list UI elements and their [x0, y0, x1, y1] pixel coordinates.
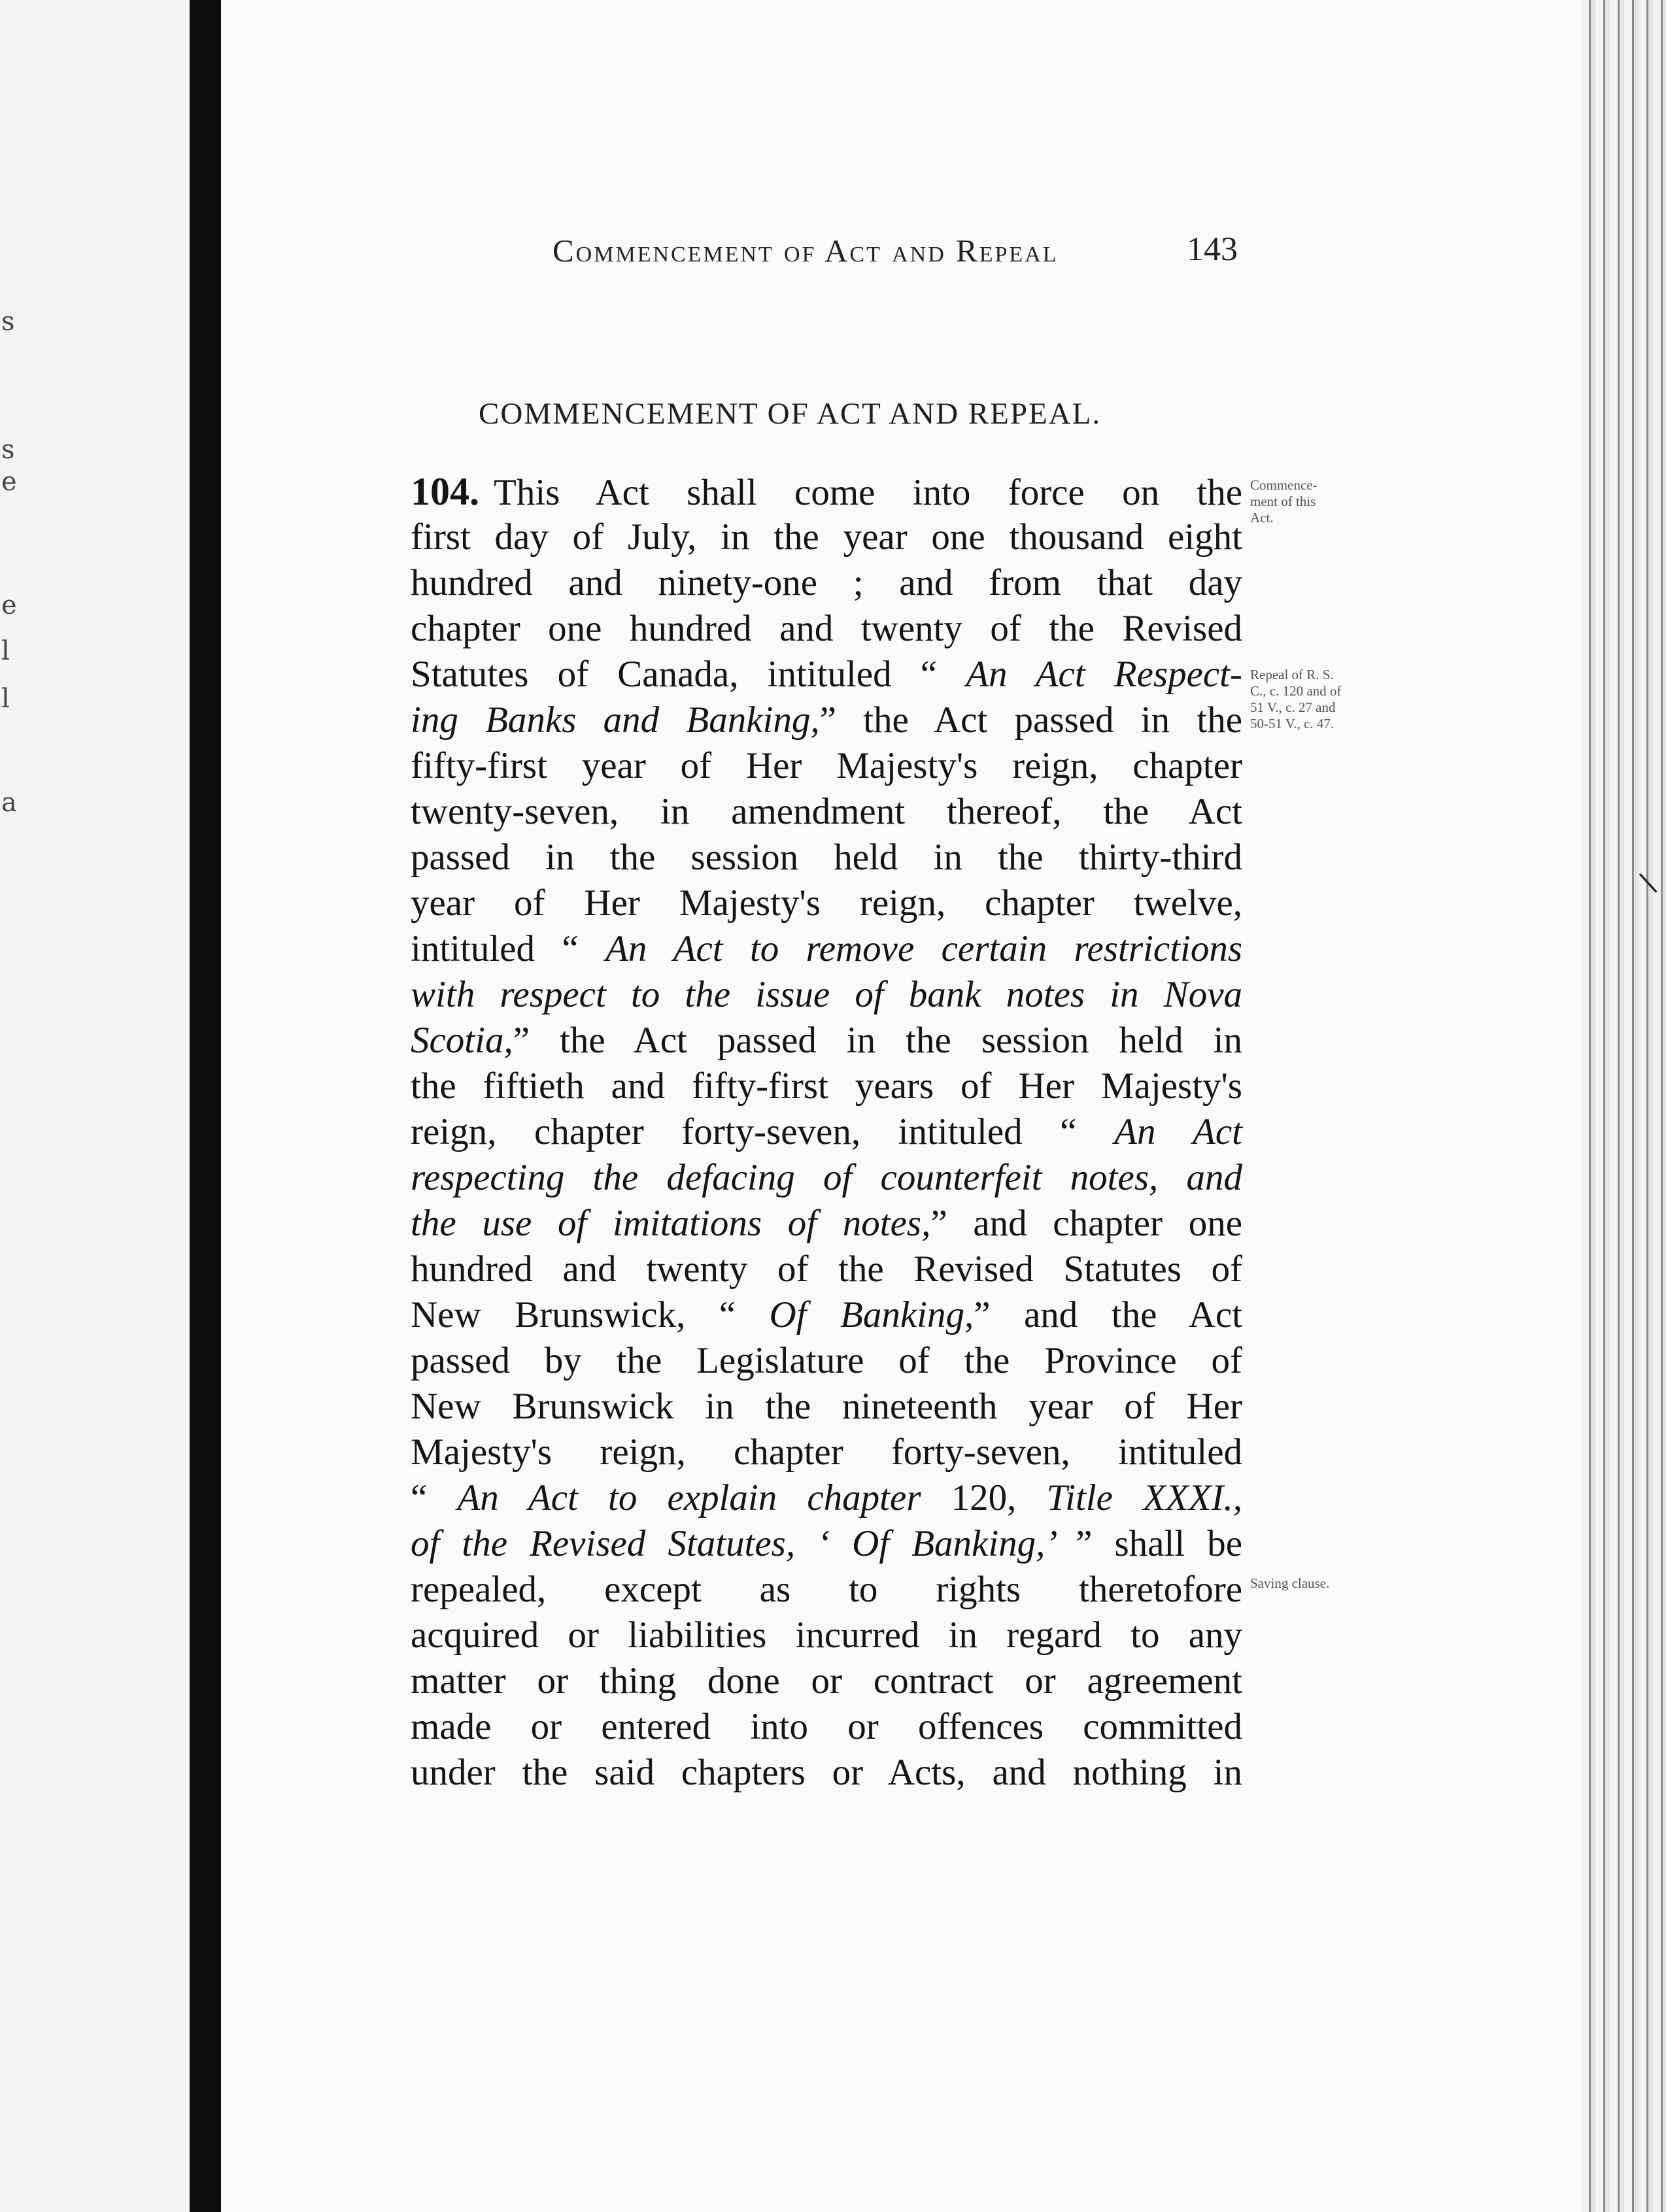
marginal-note-saving-clause	[1250, 1575, 1420, 1592]
edge-mark: \	[1636, 865, 1659, 900]
text-line	[411, 1704, 1242, 1750]
facing-page-letter: e	[1, 590, 17, 620]
text-line	[411, 835, 1242, 880]
text-line	[411, 514, 1242, 560]
text-line	[411, 1750, 1242, 1796]
italic-text: Of Banking,	[769, 1294, 974, 1335]
text-line	[411, 469, 1242, 514]
marginal-note-line: ment of this	[1250, 494, 1316, 509]
roman-text: hundred and twenty of the Revised Statutes of	[411, 1248, 1242, 1290]
text-line	[411, 1247, 1242, 1292]
facing-page-letter: l	[1, 684, 10, 714]
text-line	[411, 1155, 1242, 1201]
text-line	[411, 1064, 1242, 1109]
italic-text: of the Revised Statutes, ‘ Of Banking,’	[411, 1523, 1076, 1564]
roman-text: ” and chapter one	[930, 1203, 1242, 1244]
roman-text: first day of July, in the year one thousand eight	[411, 516, 1242, 558]
text-line	[411, 1338, 1242, 1384]
text-line	[411, 697, 1242, 743]
italic-text: An Act	[1114, 1111, 1242, 1152]
text-line	[411, 652, 1242, 697]
marginal-note-line: Act.	[1250, 510, 1274, 526]
marginal-note-line: Saving clause.	[1250, 1575, 1330, 1591]
roman-text: 120,	[951, 1477, 1047, 1518]
section-title: COMMENCEMENT OF ACT AND REPEAL.	[479, 397, 1102, 431]
marginal-note-line: C., c. 120 and of	[1250, 683, 1342, 699]
roman-text: ” and the Act	[974, 1294, 1242, 1335]
running-head: Commencement of Act and Repeal	[552, 233, 1059, 269]
text-line	[411, 1384, 1242, 1430]
roman-text: made or entered into or offences committed	[411, 1706, 1242, 1747]
section-104-text	[411, 469, 1242, 1796]
roman-text: matter or thing done or contract or agreement	[411, 1660, 1242, 1701]
text-line	[411, 1430, 1242, 1475]
italic-text: An Act Respect-	[966, 654, 1242, 695]
facing-page-margin	[0, 0, 190, 2212]
roman-text: intituled “	[411, 928, 605, 969]
text-line	[411, 1018, 1242, 1064]
text-line	[411, 1658, 1242, 1704]
facing-page-letter: e	[1, 467, 17, 497]
text-line	[411, 1109, 1242, 1155]
roman-text: chapter one hundred and twenty of the Revised	[411, 608, 1242, 649]
roman-text: the fiftieth and fifty-first years of Her Majesty's	[411, 1065, 1242, 1107]
roman-text: New Brunswick in the nineteenth year of Her	[411, 1386, 1242, 1427]
text-line	[411, 1292, 1242, 1338]
roman-text: This Act shall come into force on the	[494, 472, 1242, 513]
gutter-shadow	[190, 0, 221, 2212]
roman-text: Statutes of Canada, intituled “	[411, 654, 966, 695]
roman-text: hundred and ninety-one ; and from that day	[411, 562, 1242, 603]
marginal-note-line: 51 V., c. 27 and	[1250, 699, 1336, 715]
marginal-note-line: Commence-	[1250, 477, 1318, 493]
facing-page-letter: l	[1, 636, 10, 666]
text-line	[411, 1521, 1242, 1567]
roman-text: “	[411, 1477, 458, 1518]
marginal-note-line: Repeal of R. S.	[1250, 667, 1334, 682]
roman-text: ” the Act passed in the	[819, 699, 1242, 741]
roman-text: passed by the Legislature of the Province of	[411, 1340, 1242, 1381]
text-line	[411, 926, 1242, 972]
roman-text: under the said chapters or Acts, and nothing in	[411, 1752, 1242, 1793]
roman-text: twenty-seven, in amendment thereof, the Act	[411, 791, 1242, 832]
roman-text: ” shall be	[1076, 1523, 1242, 1564]
facing-page-letter: a	[1, 788, 17, 818]
roman-text: Majesty's reign, chapter forty-seven, intituled	[411, 1432, 1242, 1473]
marginal-note-line: 50-51 V., c. 47.	[1250, 716, 1334, 731]
text-line	[411, 1613, 1242, 1658]
text-line	[411, 1201, 1242, 1247]
italic-text: Title XXXI.,	[1046, 1477, 1243, 1518]
section-number: 104.	[411, 470, 479, 513]
italic-text: the use of imitations of notes,	[411, 1203, 931, 1244]
facing-page-letter: s	[1, 307, 15, 337]
page-number: 143	[1187, 231, 1238, 268]
text-line	[411, 1475, 1242, 1521]
italic-text: respecting the defacing of counterfeit notes, and	[411, 1157, 1242, 1198]
italic-text: with respect to the issue of bank notes in Nova	[411, 974, 1242, 1015]
roman-text: acquired or liabilities incurred in regard to any	[411, 1615, 1242, 1656]
text-line	[411, 743, 1242, 789]
page-edges	[1581, 0, 1666, 2212]
text-line	[411, 972, 1242, 1018]
italic-text: ing Banks and Banking,	[411, 699, 820, 741]
italic-text: Scotia,	[411, 1020, 513, 1061]
marginal-note-repeal	[1250, 667, 1420, 732]
roman-text: year of Her Majesty's reign, chapter twelve,	[411, 882, 1242, 924]
facing-page-letter: s	[1, 435, 15, 465]
italic-text: An Act to remove certain restrictions	[605, 928, 1243, 969]
text-line	[411, 560, 1242, 606]
text-line	[411, 880, 1242, 926]
roman-text: passed in the session held in the thirty-third	[411, 837, 1242, 878]
roman-text: reign, chapter forty-seven, intituled “	[411, 1111, 1115, 1152]
roman-text: ” the Act passed in the session held in	[513, 1020, 1242, 1061]
roman-text: fifty-first year of Her Majesty's reign, chapter	[411, 745, 1242, 786]
text-line	[411, 789, 1242, 835]
marginal-note-commencement	[1250, 477, 1420, 526]
text-line	[411, 1567, 1242, 1613]
text-line	[411, 606, 1242, 652]
italic-text: An Act to explain chapter	[457, 1477, 951, 1518]
roman-text: repealed, except as to rights theretofore	[411, 1569, 1242, 1610]
roman-text: New Brunswick, “	[411, 1294, 770, 1335]
